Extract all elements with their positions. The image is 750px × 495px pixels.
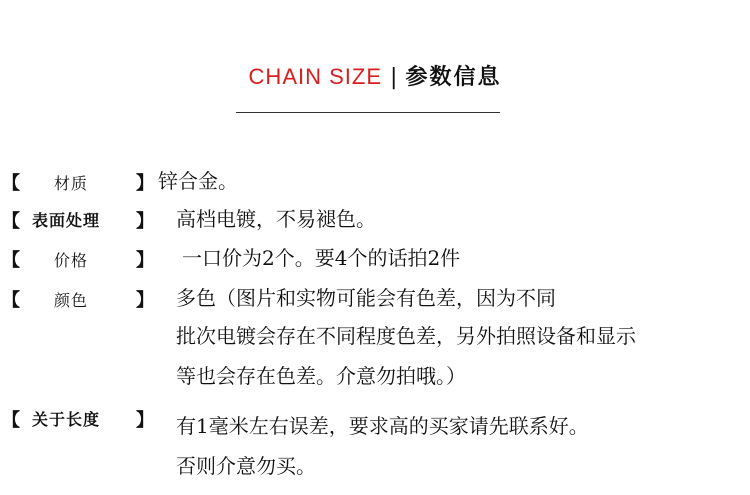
spec-label: 表面处理	[32, 211, 101, 230]
right-bracket: 】	[136, 250, 154, 271]
left-bracket: 【	[2, 250, 20, 271]
spec-value-line: 有1毫米左右误差，要求高的买家请先联系好。	[176, 414, 589, 438]
page-title	[0, 60, 750, 91]
spec-label: 材质	[54, 174, 89, 193]
right-bracket: 】	[136, 290, 154, 311]
title-underline	[236, 112, 500, 113]
spec-label: 关于长度	[32, 410, 101, 429]
spec-value: 一口价为2个。要4个的话拍2件	[182, 246, 461, 270]
spec-value: 锌合金。	[158, 169, 238, 193]
left-bracket: 【	[2, 290, 20, 311]
spec-label: 价格	[54, 251, 89, 270]
spec-value: 高档电镀，不易褪色。	[176, 207, 376, 231]
title-chinese: 参数信息	[405, 65, 502, 90]
spec-value-line: 多色（图片和实物可能会有色差，因为不同	[176, 286, 556, 310]
left-bracket: 【	[2, 410, 20, 431]
spec-value-line: 等也会存在色差。介意勿拍哦。）	[176, 364, 466, 388]
left-bracket: 【	[2, 173, 20, 194]
spec-label: 颜色	[54, 291, 89, 310]
right-bracket: 】	[136, 410, 154, 431]
spec-value-line: 批次电镀会存在不同程度色差，另外拍照设备和显示	[176, 324, 636, 348]
title-separator: |	[390, 65, 398, 90]
right-bracket: 】	[136, 173, 154, 194]
title-english: CHAIN SIZE	[248, 64, 383, 89]
spec-value-line: 否则介意勿买。	[176, 454, 316, 478]
left-bracket: 【	[2, 211, 20, 232]
right-bracket: 】	[136, 211, 154, 232]
